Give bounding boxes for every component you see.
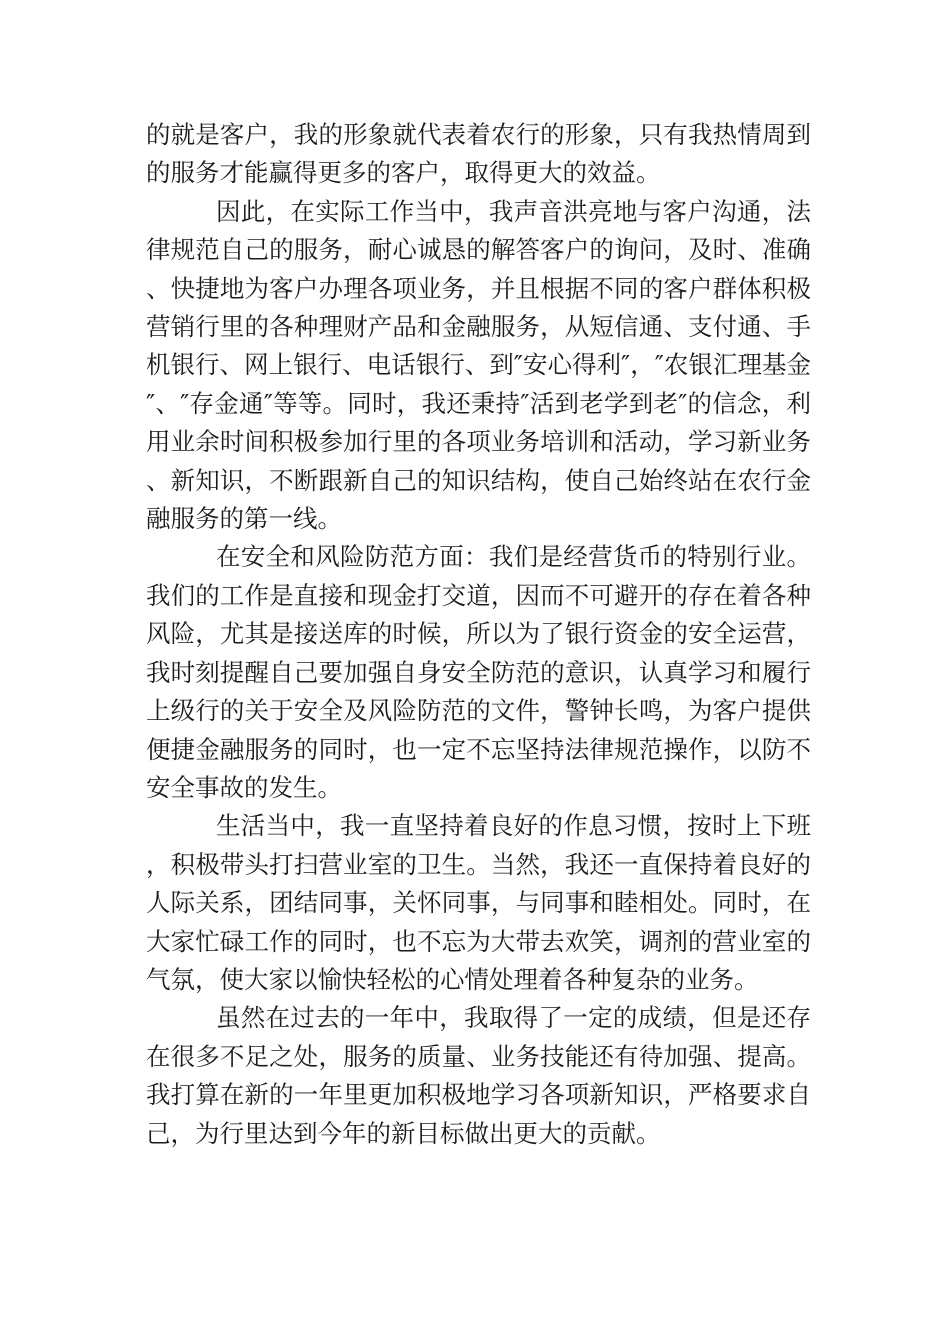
- paragraph-conclusion: 虽然在过去的一年中，我取得了一定的成绩，但是还存在很多不足之处，服务的质量、业务技能还有待加强、提高。我打算在新的一年里更加积极地学习各项新知识，严格要求自己，为行里达到今年的新目标做出更大的贡献。: [146, 1003, 811, 1148]
- paragraph-daily-life: 生活当中，我一直坚持着良好的作息习惯，按时上下班，积极带头打扫营业室的卫生。当然，我还一直保持着良好的人际关系，团结同事，关怀同事，与同事和睦相处。同时，在大家忙碌工作的同时，也不忘为大带去欢笑，调剂的营业室的气氛，使大家以愉快轻松的心情处理着各种复杂的业务。: [146, 811, 811, 994]
- document-body: [146, 116, 811, 1153]
- paragraph-continuation: 的就是客户，我的形象就代表着农行的形象，只有我热情周到的服务才能赢得更多的客户，取得更大的效益。: [146, 120, 811, 188]
- paragraph-service: 因此，在实际工作当中，我声音洪亮地与客户沟通，法律规范自己的服务，耐心诚恳的解答客户的询问，及时、准确、快捷地为客户办理各项业务，并且根据不同的客户群体积极营销行里的各种理财产品和金融服务，从短信通、支付通、手机银行、网上银行、电话银行、到″安心得利″，″农银汇理基金″、″存金通″等等。同时，我还秉持″活到老学到老″的信念，利用业余时间积极参加行里的各项业务培训和活动，学习新业务、新知识，不断跟新自己的知识结构，使自己始终站在农行金融服务的第一线。: [146, 196, 811, 534]
- paragraph-safety-risk: 在安全和风险防范方面：我们是经营货币的特别行业。我们的工作是直接和现金打交道，因而不可避开的存在着各种风险，尤其是接送库的时候，所以为了银行资金的安全运营，我时刻提醒自己要加强自身安全防范的意识，认真学习和履行上级行的关于安全及风险防范的文件，警钟长鸣，为客户提供便捷金融服务的同时，也一定不忘坚持法律规范操作，以防不安全事故的发生。: [146, 542, 811, 802]
